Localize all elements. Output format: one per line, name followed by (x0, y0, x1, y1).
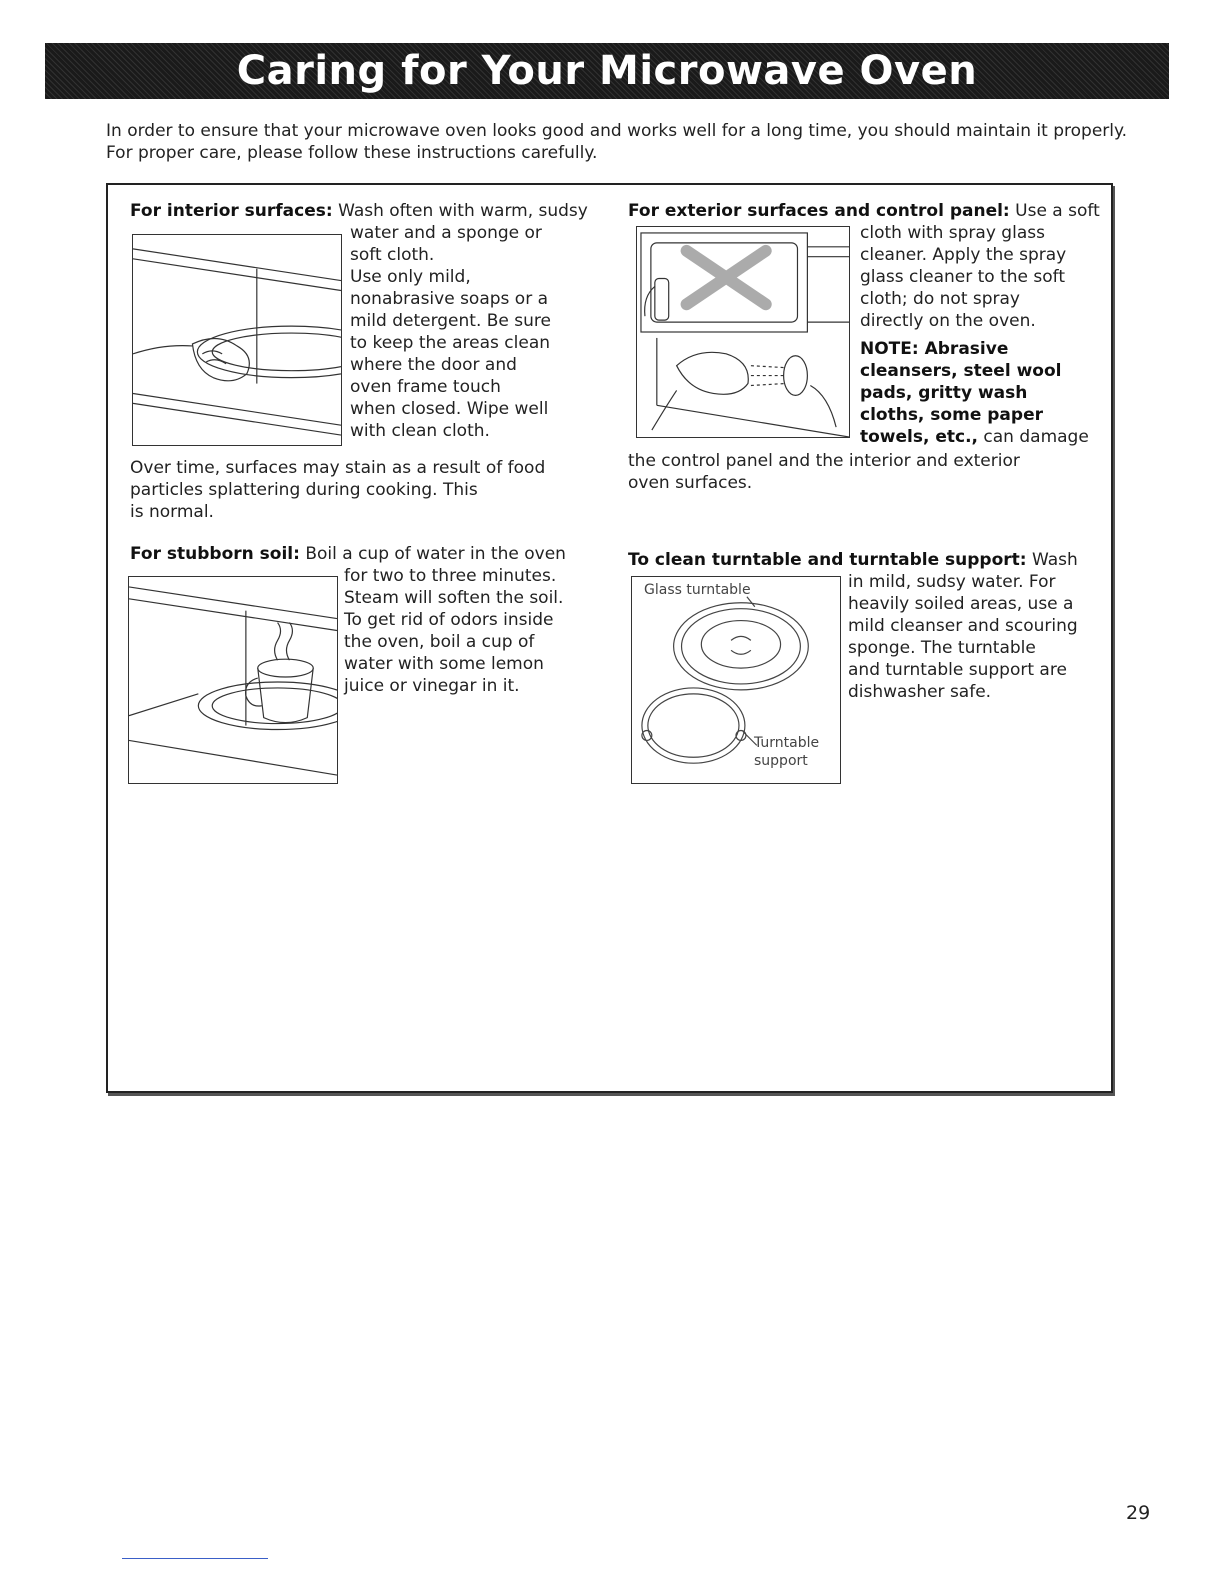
glass-turntable-label: Glass turntable (644, 582, 751, 598)
exterior-text: cloth with spray glass cleaner. Apply the spray glass cleaner to the soft cloth; do not spray directly on the oven. (860, 223, 1067, 331)
stubborn-text: for two to three minutes. Steam will soften the soil. To get rid of odors inside the oven, boil a cup of water with some lemon juice or vinegar in it. (344, 566, 564, 696)
exterior-after-text: the control panel and the interior and exterior oven surfaces. (628, 451, 1020, 493)
turntable-support-label: Turntable support (754, 735, 820, 769)
page-title: Caring for Your Microwave Oven (236, 48, 978, 94)
exterior-first-line: For exterior surfaces and control panel: Use a soft (628, 201, 1100, 221)
boiling-water-illustration (128, 576, 338, 784)
exterior-spray-illustration (636, 226, 850, 438)
turntable-heading: To clean turntable and turntable support: (628, 550, 1027, 570)
interior-wipe-illustration (132, 234, 342, 446)
turntable-illustration (631, 576, 841, 784)
intro-paragraph: In order to ensure that your microwave oven looks good and works well for a long time, you should maintain it properly. For proper care, please follow these instructions carefully. (106, 121, 1128, 163)
interior-text: water and a sponge or soft cloth. Use only mild, nonabrasive soaps or a mild detergent. Be sure to keep the areas clean where the door and oven frame touch when closed. Wipe well with clean cloth. (350, 223, 551, 441)
footer-rule (122, 1558, 268, 1559)
exterior-note: NOTE: Abrasive cleansers, steel wool pads, gritty wash cloths, some paper towels, etc., can damage (860, 339, 1089, 447)
turntable-text: in mild, sudsy water. For heavily soiled areas, use a mild cleanser and scouring sponge. The turntable and turntable support are dishwasher safe. (848, 572, 1078, 702)
interior-heading: For interior surfaces: (130, 201, 333, 221)
interior-after-text: Over time, surfaces may stain as a result of food particles splattering during cooking. This is normal. (130, 458, 546, 522)
page-title-banner (45, 43, 1169, 99)
stubborn-first-line: For stubborn soil: Boil a cup of water in the oven (130, 544, 566, 564)
turntable-first-line: To clean turntable and turntable support: Wash (628, 550, 1078, 570)
interior-first-line: For interior surfaces: Wash often with warm, sudsy (130, 201, 588, 221)
exterior-heading: For exterior surfaces and control panel: (628, 201, 1010, 221)
stubborn-heading: For stubborn soil: (130, 544, 300, 564)
page-number: 29 (1126, 1502, 1151, 1524)
